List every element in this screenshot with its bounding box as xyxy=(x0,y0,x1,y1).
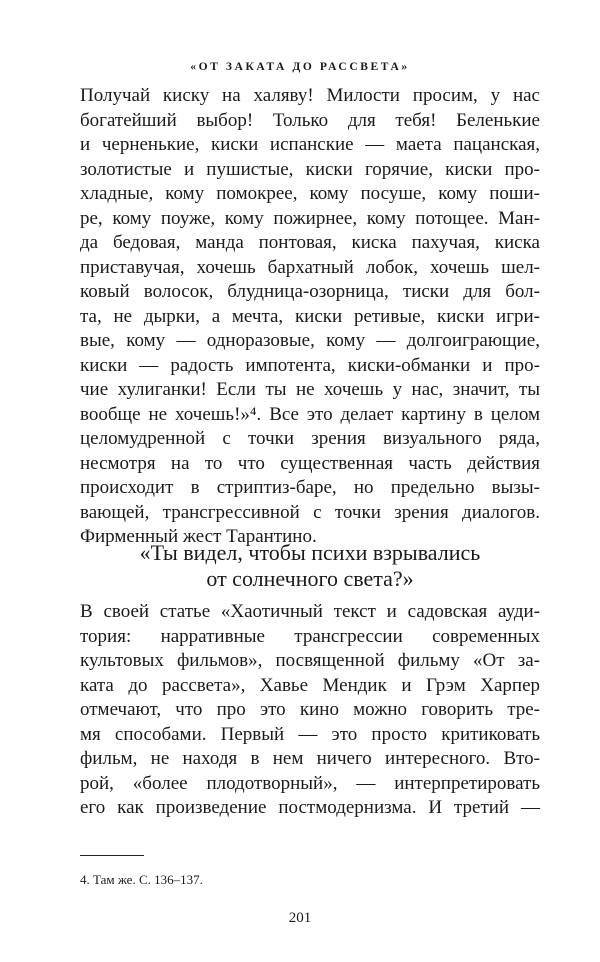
text-line: В своей статье «Хаотичный текст и садовская ауди- xyxy=(80,601,540,622)
text-line: несмотря на то что существенная часть действия xyxy=(80,452,540,474)
footnote-rule xyxy=(80,855,144,856)
text-line: и черненькие, киски испанские — маета пацанская, xyxy=(80,134,540,155)
text-line: отмечают, что про это кино можно говорить тре- xyxy=(80,699,540,720)
paragraph-2 xyxy=(80,600,540,821)
paragraph-1 xyxy=(80,84,540,550)
text-line: та, не дырки, а мечта, киски ретивые, киски игри- xyxy=(80,305,540,327)
text-line: да бедовая, манда понтовая, киска пахучая, киска xyxy=(80,232,540,253)
text-line: его как произведение постмодернизма. И третий — xyxy=(80,797,540,818)
text-line: рой, «более плодотворный», — интерпретировать xyxy=(80,772,540,794)
text-line: мя способами. Первый — это просто критиковать xyxy=(80,723,540,745)
section-heading-line: «Ты видел, чтобы психи взрывались xyxy=(139,540,481,565)
text-line: богатейший выбор! Только для тебя! Беленькие xyxy=(80,109,540,131)
text-line: Получай киску на халяву! Милости просим, у нас xyxy=(80,85,540,106)
text-line: чие хулиганки! Если ты не хочешь у нас, значит, ты xyxy=(80,379,540,400)
page-number: 201 xyxy=(288,910,312,926)
text-line: культовых фильмов», посвященной фильму «От за- xyxy=(80,650,540,671)
running-head: «ОТ ЗАКАТА ДО РАССВЕТА» xyxy=(190,61,410,73)
text-line: вающей, трансгрессивной с точки зрения диалогов. xyxy=(80,501,540,523)
text-line: ката до рассвета», Хавье Мендик и Грэм Харпер xyxy=(80,674,540,696)
section-heading xyxy=(80,540,540,592)
text-line: целомудренной с точки зрения визуального ряда, xyxy=(80,428,540,449)
text-line: золотистые и пушистые, киски горячие, киски про- xyxy=(80,158,540,180)
text-line: вые, кому — одноразовые, кому — долгоиграющие, xyxy=(80,330,540,351)
text-line: происходит в стриптиз-баре, но предельно вызы- xyxy=(80,477,540,498)
text-line: тория: нарративные трансгрессии современных xyxy=(80,625,540,647)
footnote: 4. Там же. С. 136–137. xyxy=(80,872,203,887)
text-line: Фирменный жест Тарантино. xyxy=(80,526,317,547)
text-line: вообще не хочешь!»⁴. Все это делает картину в целом xyxy=(80,403,540,425)
text-line: ре, кому поуже, кому пожирнее, кому потощее. Ман- xyxy=(80,207,540,229)
text-line: фильм, не находя в нем ничего интересного. Вто- xyxy=(80,748,540,769)
text-line: киски — радость импотента, киски-обманки и про- xyxy=(80,354,540,376)
text-line: приставучая, хочешь бархатный лобок, хочешь шел- xyxy=(80,256,540,278)
text-line: ковый волосок, блудница-озорница, тиски для бол- xyxy=(80,281,540,302)
section-heading-line: от солнечного света?» xyxy=(206,566,414,591)
text-line: хладные, кому помокрее, кому посуше, кому поши- xyxy=(80,183,540,204)
